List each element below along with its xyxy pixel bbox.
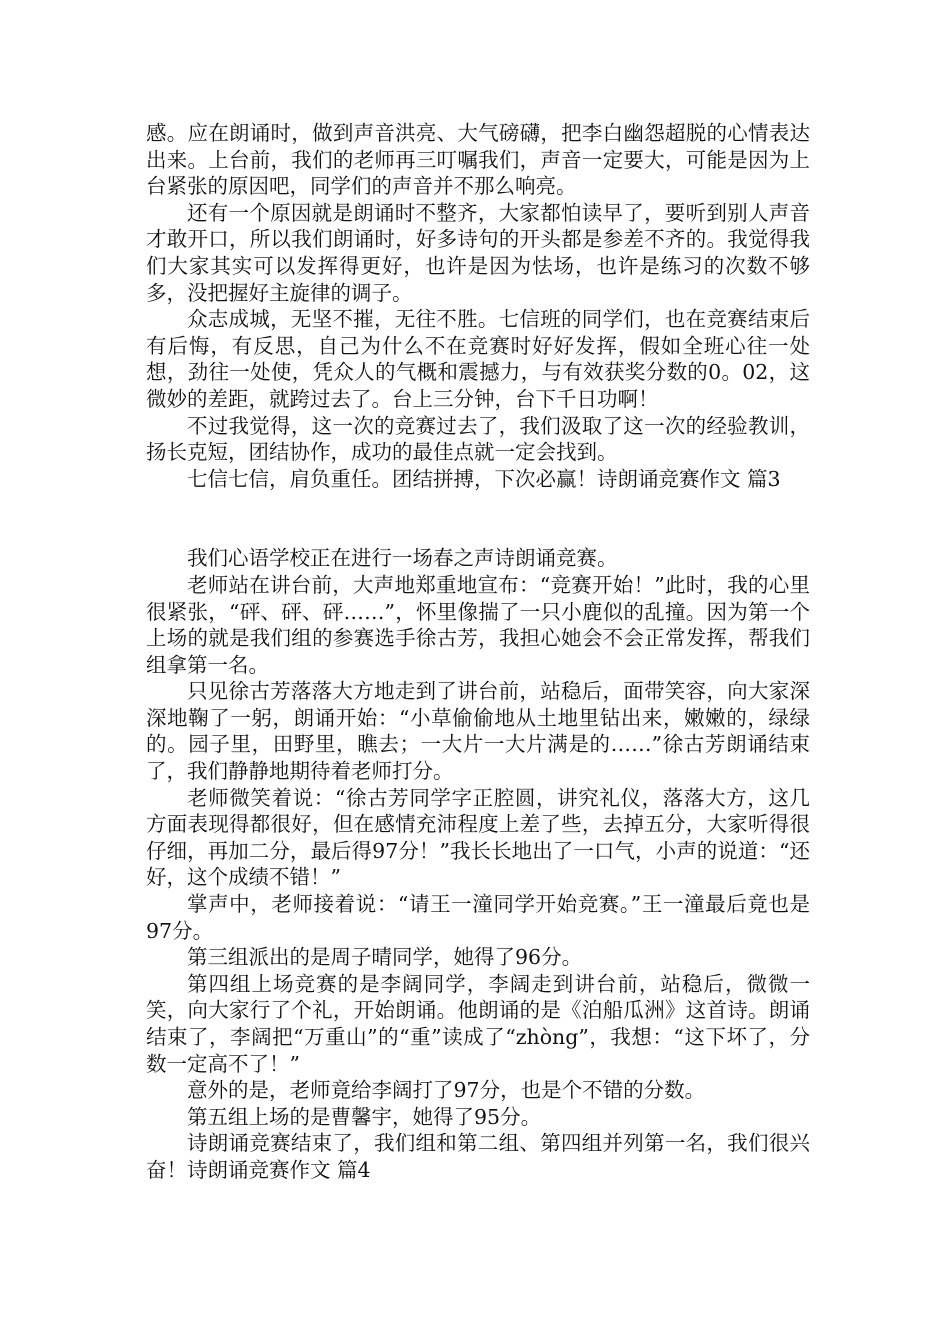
section-gap (146, 492, 810, 545)
essay-section-tail (146, 120, 810, 492)
paragraph: 我们心语学校正在进行一场春之声诗朗诵竞赛。 (187, 546, 618, 571)
paragraph: 七信七信，肩负重任。团结拼搏，下次必赢！诗朗诵竞赛作文 篇3 (187, 466, 781, 491)
paragraph: 感。应在朗诵时，做到声音洪亮、大气磅礴，把李白幽怨超脱的心情表达出来。上台前，我们的老师再三叮嘱我们，声音一定要大，可能是因为上台紧张的原因吧，同学们的声音并不那么响亮。 (146, 121, 810, 199)
paragraph: 老师微笑着说：“徐古芳同学字正腔圆，讲究礼仪，落落大方，这几方面表现得都很好，但在感情充沛程度上差了些，去掉五分，大家听得很仔细，再加二分，最后得97分！”我长长地出了一口气，小声的说道：“还好，这个成绩不错！” (146, 785, 810, 890)
paragraph: 只见徐古芳落落大方地走到了讲台前，站稳后，面带笑容，向大家深深地鞠了一躬，朗诵开始：“小草偷偷地从土地里钻出来，嫩嫩的，绿绿的。园子里，田野里，瞧去；一大片一大片满是的……”徐古芳朗诵结束了，我们静静地期待着老师打分。 (146, 679, 810, 784)
paragraph: 第五组上场的是曹馨宇，她得了95分。 (187, 1104, 542, 1129)
paragraph: 诗朗诵竞赛结束了，我们组和第二组、第四组并列第一名，我们很兴奋！诗朗诵竞赛作文 篇4 (146, 1131, 810, 1182)
document-body (146, 120, 810, 1184)
paragraph: 掌声中，老师接着说：“请王一潼同学开始竞赛。”王一潼最后竟也是97分。 (146, 892, 810, 943)
paragraph: 不过我觉得，这一次的竞赛过去了，我们汲取了这一次的经验教训，扬长克短，团结协作，成功的最佳点就一定会找到。 (146, 413, 810, 465)
paragraph: 第四组上场竞赛的是李阔同学，李阔走到讲台前，站稳后，微微一笑，向大家行了个礼，开始朗诵。他朗诵的是《泊船瓜洲》这首诗。朗诵结束了，李阔把“万重山”的“重”读成了“zhòng”，我想：“这下坏了，分数一定高不了！” (146, 971, 810, 1076)
essay-section-3 (146, 545, 810, 1183)
paragraph: 众志成城，无坚不摧，无往不胜。七信班的同学们，也在竞赛结束后有后悔，有反思，自己为什么不在竞赛时好好发挥，假如全班心往一处想，劲往一处使，凭众人的气概和震撼力，与有效获奖分数的0。02，这微妙的差距，就跨过去了。台上三分钟，台下千日功啊！ (146, 307, 810, 411)
paragraph: 意外的是，老师竟给李阔打了97分，也是个不错的分数。 (187, 1078, 706, 1103)
paragraph: 第三组派出的是周子晴同学，她得了96分。 (187, 945, 583, 970)
paragraph: 还有一个原因就是朗诵时不整齐，大家都怕读早了，要听到别人声音才敢开口，所以我们朗诵时，好多诗句的开头都是参差不齐的。我觉得我们大家其实可以发挥得更好，也许是因为怯场，也许是练习的次数不够多，没把握好主旋律的调子。 (146, 200, 810, 305)
paragraph: 老师站在讲台前，大声地郑重地宣布：“竞赛开始！”此时，我的心里很紧张，“砰、砰、砰……”，怀里像揣了一只小鹿似的乱撞。因为第一个上场的就是我们组的参赛选手徐古芳，我担心她会不会正常发挥，帮我们组拿第一名。 (146, 572, 810, 677)
